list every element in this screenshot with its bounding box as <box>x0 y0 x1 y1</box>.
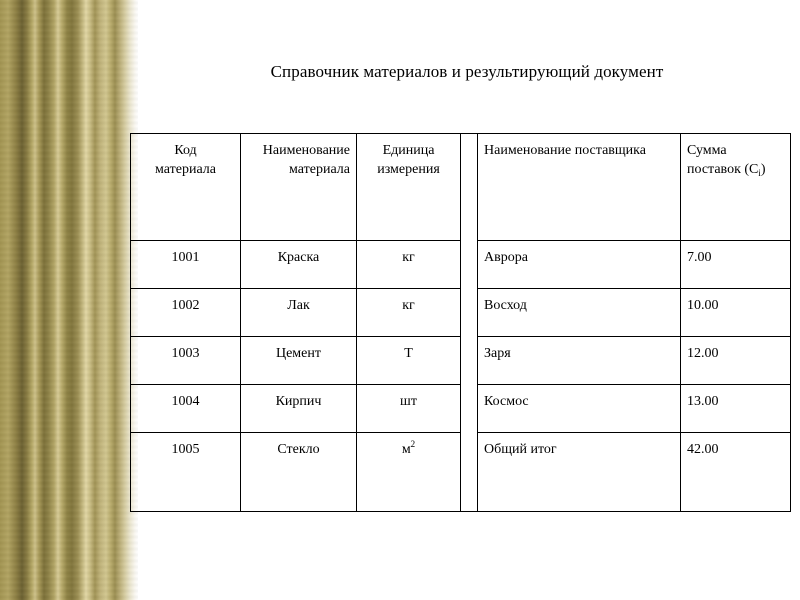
header-name-line1: Наименование <box>262 143 350 158</box>
material-unit: м <box>401 442 411 457</box>
header-sum-line1: Сумма <box>687 143 727 158</box>
material-name: Стекло <box>277 442 320 457</box>
header-code <box>131 134 241 241</box>
supply-sum: 7.00 <box>687 250 712 265</box>
materials-table <box>130 133 791 512</box>
supply-sum: 12.00 <box>687 346 719 361</box>
supplier-name: Аврора <box>484 250 528 265</box>
decorative-side-border <box>0 0 138 600</box>
material-code: 1002 <box>171 298 200 313</box>
header-code-line1: Код <box>174 143 197 158</box>
page-title: Справочник материалов и результирующий документ <box>270 62 664 81</box>
header-sum-subscript: i <box>758 168 761 178</box>
material-code: 1004 <box>171 394 200 409</box>
header-code-line2: материала <box>155 162 216 177</box>
material-unit: кг <box>402 250 415 265</box>
header-unit <box>357 134 461 241</box>
material-code: 1001 <box>171 250 200 265</box>
header-supplier <box>478 134 681 241</box>
supplier-name: Космос <box>484 394 529 409</box>
header-sum-close: ) <box>760 162 766 177</box>
header-sum <box>681 134 791 241</box>
header-name-line2: материала <box>289 162 350 177</box>
material-code: 1005 <box>171 442 200 457</box>
table-header-row <box>131 134 791 241</box>
material-unit: кг <box>402 298 415 313</box>
material-unit-superscript: 2 <box>410 439 416 449</box>
supply-sum: 10.00 <box>687 298 719 313</box>
material-name: Краска <box>277 250 320 265</box>
supplier-name: Заря <box>484 346 511 361</box>
header-name <box>241 134 357 241</box>
material-name: Кирпич <box>275 394 322 409</box>
material-unit: шт <box>400 394 417 409</box>
table-gap-column <box>461 134 478 512</box>
supplier-name: Восход <box>484 298 527 313</box>
material-name: Лак <box>287 298 310 313</box>
material-unit: Т <box>404 346 413 361</box>
material-name: Цемент <box>275 346 321 361</box>
header-unit-line2: измерения <box>377 162 440 177</box>
supplier-name: Общий итог <box>484 442 557 457</box>
supply-sum: 42.00 <box>687 442 719 457</box>
header-sum-line2: поставок (С <box>687 162 759 177</box>
material-code: 1003 <box>171 346 200 361</box>
header-unit-line1: Единица <box>382 143 435 158</box>
header-supplier-label: Наименование поставщика <box>484 143 646 158</box>
supply-sum: 13.00 <box>687 394 719 409</box>
